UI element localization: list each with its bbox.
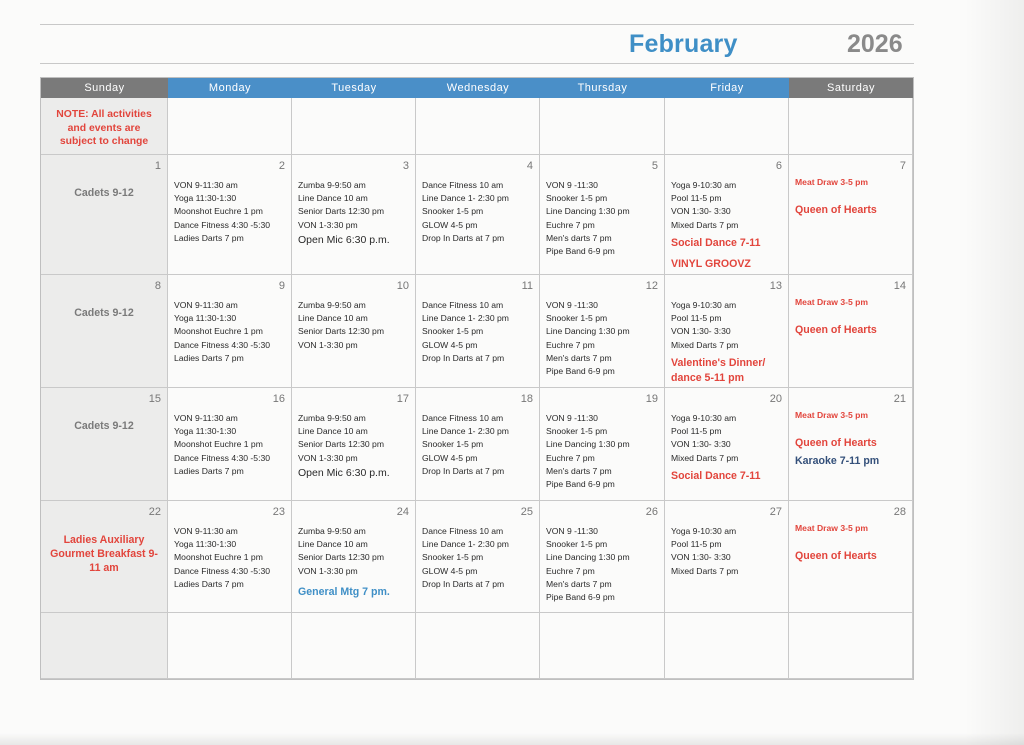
event-list [422,299,535,365]
event-item: Yoga 11:30-1:30 [174,426,237,437]
day-cell-8[interactable] [41,275,168,388]
event-item: Pool 11-5 pm [671,193,722,204]
event-list [174,299,287,365]
event-item: Ladies Darts 7 pm [174,578,244,589]
event-item: Line Dance 1- 2:30 pm [422,313,509,324]
sunday-event-line: Ladies Auxiliary [63,534,145,546]
year-title: 2026 [847,30,903,58]
featured-event: Social Dance 7-11 [671,469,761,482]
day-number: 20 [769,393,782,405]
day-number: 23 [272,506,285,518]
event-item: Euchre 7 pm [546,452,595,463]
event-item: GLOW 4-5 pm [422,219,478,230]
event-item: Dance Fitness 4:30 -5:30 [174,452,271,463]
day-header-friday: Friday [665,78,790,98]
general-meeting-event: General Mtg 7 pm. [298,585,390,598]
day-header-monday: Monday [168,78,293,98]
event-item: VON 9 -11:30 [546,413,598,423]
event-list [298,299,411,352]
event-item: Moonshot Euchre 1 pm [174,326,263,337]
event-item: Moonshot Euchre 1 pm [174,552,263,563]
event-list [174,412,287,478]
day-number: 9 [278,280,285,292]
empty-cell [540,98,665,155]
day-header-tuesday: Tuesday [292,78,417,98]
empty-cell [292,613,416,679]
event-item: Euchre 7 pm [546,565,595,576]
day-number: 27 [769,506,782,518]
day-number: 3 [402,160,409,172]
event-item: Senior Darts 12:30 pm [298,439,384,450]
event-item: VON 1:30- 3:30 [671,206,731,217]
event-item: VON 1-3:30 pm [298,339,358,350]
event-item: Pipe Band 6-9 pm [546,246,615,257]
day-number: 18 [520,393,533,405]
event-item: Zumba 9-9:50 am [298,413,366,423]
empty-cell [416,98,540,155]
day-cell-4[interactable] [416,155,540,275]
day-number: 21 [893,393,906,405]
saturday-events [795,410,910,467]
event-item: Drop In Darts at 7 pm [422,232,505,243]
event-item: VON 9-11:30 am [174,180,238,190]
empty-cell [168,98,292,155]
day-number: 7 [899,160,906,172]
day-number: 19 [645,393,658,405]
day-cell-16[interactable] [168,388,292,501]
day-cell-2[interactable] [168,155,292,275]
event-list [298,412,411,481]
day-cell-27[interactable] [665,501,789,613]
event-item: Drop In Darts at 7 pm [422,352,505,363]
event-item: Pipe Band 6-9 pm [546,366,615,377]
day-cell-17[interactable] [292,388,416,501]
day-cell-13[interactable] [665,275,789,388]
event-item: VON 9-11:30 am [174,413,238,423]
event-item: VON 1-3:30 pm [298,452,358,463]
sunday-event: Cadets 9-12 [74,307,134,319]
featured-event: Valentine's Dinner/ [671,356,766,369]
event-item: Mixed Darts 7 pm [671,339,739,350]
day-cell-7[interactable] [789,155,913,275]
sunday-event: Cadets 9-12 [74,187,134,199]
event-item: Yoga 9-10:30 am [671,413,737,423]
event-list [671,299,784,386]
day-number: 26 [645,506,658,518]
event-item: VON 1:30- 3:30 [671,552,731,563]
event-item: Line Dance 10 am [298,193,368,204]
day-cell-28[interactable] [789,501,913,613]
event-list [422,412,535,478]
day-cell-15[interactable] [41,388,168,501]
event-item: Dance Fitness 4:30 -5:30 [174,219,271,230]
day-number: 13 [769,280,782,292]
page-edge-shadow [964,0,1024,745]
sunday-event: Cadets 9-12 [74,420,134,432]
saturday-events [795,523,910,562]
day-header-saturday: Saturday [789,78,913,98]
day-cell-26[interactable] [540,501,665,613]
day-number: 8 [154,280,161,292]
day-cell-10[interactable] [292,275,416,388]
activities-note [45,108,163,149]
meat-draw-event: Meat Draw 3-5 pm [795,523,869,533]
event-item: Dance Fitness 10 am [422,526,504,536]
event-item: Men's darts 7 pm [546,465,612,476]
event-item: Pipe Band 6-9 pm [546,592,615,603]
event-item: Dance Fitness 10 am [422,180,504,190]
event-item: Line Dancing 1:30 pm [546,206,630,217]
month-title: February [629,30,738,58]
day-number: 1 [154,160,161,172]
day-cell-20[interactable] [665,388,789,501]
event-item: Mixed Darts 7 pm [671,452,739,463]
event-list [671,179,784,272]
event-list [174,179,287,245]
event-item: VON 1:30- 3:30 [671,326,731,337]
featured-event: Social Dance 7-11 [671,236,761,249]
event-item: Moonshot Euchre 1 pm [174,206,263,217]
event-item: Line Dancing 1:30 pm [546,439,630,450]
event-item: Snooker 1-5 pm [422,326,484,337]
event-item: Line Dance 1- 2:30 pm [422,539,509,550]
event-item: Senior Darts 12:30 pm [298,206,384,217]
event-item: Pool 11-5 pm [671,539,722,550]
day-number: 14 [893,280,906,292]
open-mic-event: Open Mic 6:30 p.m. [298,466,390,479]
open-mic-event: Open Mic 6:30 p.m. [298,233,390,246]
event-list [298,179,411,248]
meat-draw-event: Meat Draw 3-5 pm [795,297,869,307]
page-bottom-shadow [0,733,1024,745]
day-cell-19[interactable] [540,388,665,501]
queen-of-hearts-event: Queen of Hearts [795,550,877,562]
event-item: Dance Fitness 10 am [422,300,504,310]
event-list [671,525,784,578]
day-cell-23[interactable] [168,501,292,613]
event-item: Yoga 9-10:30 am [671,300,737,310]
calendar-grid [40,77,914,680]
event-item: Ladies Darts 7 pm [174,465,244,476]
day-cell-6[interactable] [665,155,789,275]
event-item: VON 9 -11:30 [546,180,598,190]
note-cell [41,98,168,155]
day-number: 2 [278,160,285,172]
event-list [546,412,660,491]
event-item: Snooker 1-5 pm [422,206,484,217]
event-item: Yoga 9-10:30 am [671,526,737,536]
day-cell-12[interactable] [540,275,665,388]
event-item: Line Dance 10 am [298,426,368,437]
event-item: Senior Darts 12:30 pm [298,552,384,563]
day-cell-5[interactable] [540,155,665,275]
day-header-thursday: Thursday [540,78,666,98]
queen-of-hearts-event: Queen of Hearts [795,324,877,336]
event-list [422,179,535,245]
event-item: Dance Fitness 4:30 -5:30 [174,565,271,576]
karaoke-event: Karaoke 7-11 pm [795,455,880,467]
event-item: Snooker 1-5 pm [422,552,484,563]
day-number: 17 [396,393,409,405]
empty-cell [41,613,168,679]
day-cell-21[interactable] [789,388,913,501]
empty-cell [665,98,789,155]
event-item: Snooker 1-5 pm [546,193,608,204]
event-item: GLOW 4-5 pm [422,565,478,576]
empty-cell [168,613,292,679]
event-item: Snooker 1-5 pm [546,313,608,324]
event-item: Drop In Darts at 7 pm [422,578,505,589]
event-item: Yoga 11:30-1:30 [174,193,237,204]
event-item: Line Dance 1- 2:30 pm [422,193,509,204]
event-item: Line Dance 10 am [298,313,368,324]
event-list [174,525,287,591]
day-cell-11[interactable] [416,275,540,388]
day-cell-18[interactable] [416,388,540,501]
queen-of-hearts-event: Queen of Hearts [795,437,877,449]
day-cell-25[interactable] [416,501,540,613]
header-rule [40,63,914,64]
sunday-event-line: 11 am [89,562,119,574]
saturday-events [795,297,910,336]
event-list [546,525,660,604]
event-list [671,412,784,484]
event-item: Line Dance 10 am [298,539,368,550]
event-item: Dance Fitness 4:30 -5:30 [174,339,271,350]
event-item: Pool 11-5 pm [671,313,722,324]
empty-cell [540,613,665,679]
event-item: Line Dancing 1:30 pm [546,326,630,337]
day-cell-14[interactable] [789,275,913,388]
meat-draw-event: Meat Draw 3-5 pm [795,410,869,420]
event-item: Men's darts 7 pm [546,232,612,243]
day-number: 16 [272,393,285,405]
event-item: Euchre 7 pm [546,219,595,230]
day-header-sunday: Sunday [41,78,169,98]
event-item: Snooker 1-5 pm [546,426,608,437]
event-item: Pool 11-5 pm [671,426,722,437]
event-item: Line Dance 1- 2:30 pm [422,426,509,437]
sunday-event-line: Gourmet Breakfast 9- [50,548,158,560]
note-line: and events are [67,122,141,134]
day-number: 10 [396,280,409,292]
event-item: VON 9-11:30 am [174,526,238,536]
event-item: Yoga 11:30-1:30 [174,539,237,550]
event-item: Pipe Band 6-9 pm [546,479,615,490]
empty-cell [416,613,540,679]
featured-event-line: VINYL GROOVZ [671,257,751,270]
queen-of-hearts-event: Queen of Hearts [795,204,877,216]
event-item: Ladies Darts 7 pm [174,352,244,363]
event-item: Men's darts 7 pm [546,352,612,363]
note-line: NOTE: All activities [56,109,152,120]
event-item: VON 1:30- 3:30 [671,439,731,450]
event-item: GLOW 4-5 pm [422,452,478,463]
day-number: 15 [148,393,161,405]
event-item: Line Dancing 1:30 pm [546,552,630,563]
day-cell-9[interactable] [168,275,292,388]
event-item: VON 9-11:30 am [174,300,238,310]
event-list [422,525,535,591]
event-list [298,525,411,598]
event-list [546,179,660,258]
event-item: Euchre 7 pm [546,339,595,350]
day-number: 28 [893,506,906,518]
event-item: Senior Darts 12:30 pm [298,326,384,337]
sunday-event [45,533,163,575]
event-item: Yoga 9-10:30 am [671,180,737,190]
event-item: VON 1-3:30 pm [298,565,358,576]
day-number: 6 [775,160,782,172]
day-number: 5 [651,160,658,172]
empty-cell [292,98,416,155]
event-item: Dance Fitness 10 am [422,413,504,423]
event-item: VON 9 -11:30 [546,300,598,310]
featured-event-line: dance 5-11 pm [671,371,745,384]
event-item: Ladies Darts 7 pm [174,232,244,243]
top-rule [40,24,914,25]
event-item: Drop In Darts at 7 pm [422,465,505,476]
day-number: 4 [526,160,533,172]
day-number: 24 [396,506,409,518]
event-item: Yoga 11:30-1:30 [174,313,237,324]
note-line: subject to change [59,136,149,147]
event-item: VON 9 -11:30 [546,526,598,536]
empty-cell [789,613,913,679]
event-list [546,299,660,378]
day-header-wednesday: Wednesday [416,78,541,98]
empty-cell [665,613,789,679]
empty-cell [789,98,913,155]
event-item: Men's darts 7 pm [546,578,612,589]
event-item: Snooker 1-5 pm [422,439,484,450]
event-item: Mixed Darts 7 pm [671,565,739,576]
event-item: Mixed Darts 7 pm [671,219,739,230]
day-number: 11 [521,280,533,292]
meat-draw-event: Meat Draw 3-5 pm [795,177,869,187]
day-cell-3[interactable] [292,155,416,275]
day-cell-24[interactable] [292,501,416,613]
event-item: Snooker 1-5 pm [546,539,608,550]
event-item: Zumba 9-9:50 am [298,300,366,310]
day-cell-22[interactable] [41,501,168,613]
event-item: Zumba 9-9:50 am [298,526,366,536]
event-item: VON 1-3:30 pm [298,219,358,230]
event-item: Zumba 9-9:50 am [298,180,366,190]
saturday-events [795,177,910,216]
day-number: 22 [148,506,161,518]
day-number: 25 [520,506,533,518]
day-cell-1[interactable] [41,155,168,275]
event-item: GLOW 4-5 pm [422,339,478,350]
day-number: 12 [645,280,658,292]
event-item: Moonshot Euchre 1 pm [174,439,263,450]
